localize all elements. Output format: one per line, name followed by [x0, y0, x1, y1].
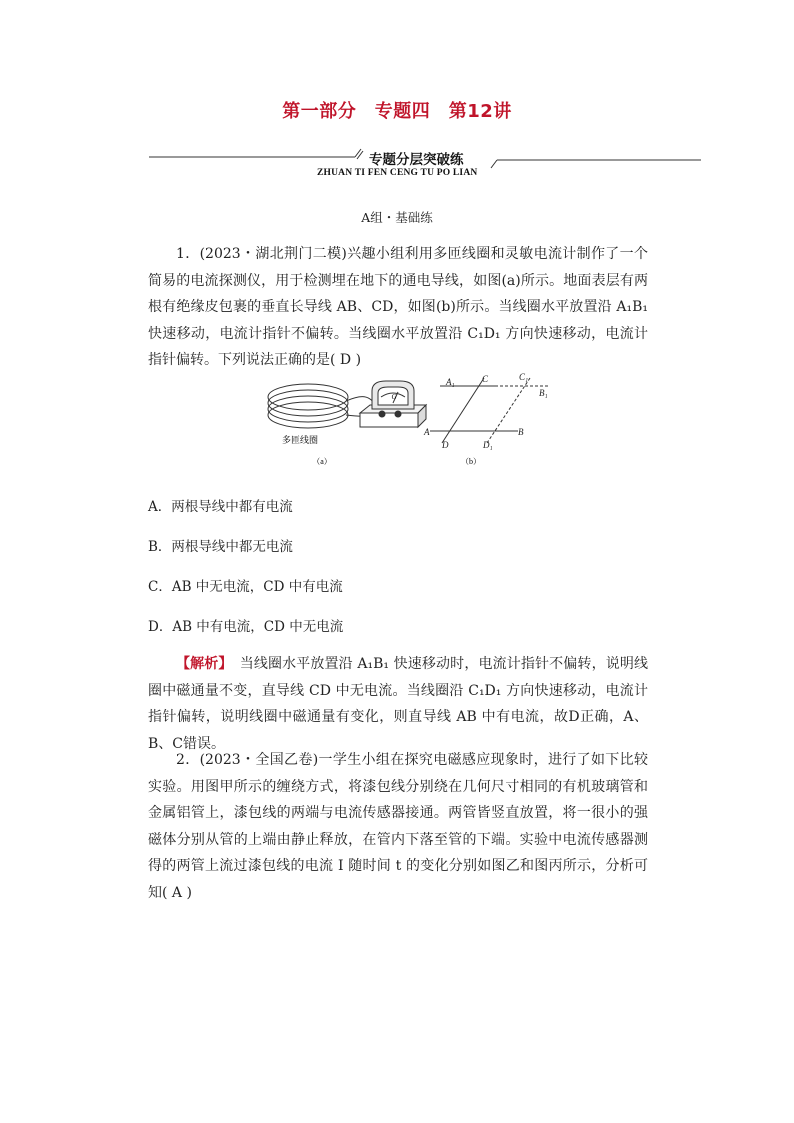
analysis-paragraph	[148, 651, 648, 757]
point-B: B	[518, 427, 524, 437]
point-B1: B₁	[539, 388, 548, 398]
point-A: A	[424, 427, 430, 437]
point-C1: C₁	[519, 372, 529, 382]
point-D1: D₁	[483, 440, 493, 450]
question-1-figure	[260, 365, 560, 473]
point-A1: A₁	[446, 377, 455, 387]
point-C: C	[482, 374, 489, 384]
question-1-stem: 1．(2023・湖北荆门二模)兴趣小组利用多匝线圈和灵敏电流计制作了一个简易的电流探测仪，用于检测埋在地下的通电导线，如图(a)所示。地面表层有两根有绝缘皮包裹的垂直长导线 AB、CD，如图(b)所示。当线圈水平放置沿 A₁B₁ 快速移动，电流计指针不偏转。当线圈水平放置沿 C₁D₁ 方向快速移动，电流计指针偏转。下列说法正确的是( D )	[148, 246, 648, 368]
option-b: B．两根导线中都无电流	[148, 539, 293, 555]
meter-label: G	[391, 393, 397, 401]
analysis-label: 【解析】	[176, 656, 226, 672]
option-c: C．AB 中无电流，CD 中有电流	[148, 579, 343, 595]
banner-title: 专题分层突破练	[369, 152, 464, 168]
analysis-text: 当线圈水平放置沿 A₁B₁ 快速移动时，电流计指针不偏转，说明线圈中磁通量不变，直导线 CD 中无电流。当线圈沿 C₁D₁ 方向快速移动，电流计指针偏转，说明线圈中磁通量有变化，则直导线 AB 中有电流，故D正确，A、B、C错误。	[148, 656, 648, 752]
option-d: D．AB 中有电流，CD 中无电流	[148, 619, 344, 635]
wire-diagram	[430, 378, 550, 443]
caption-b: （b）	[461, 457, 481, 466]
option-a: A．两根导线中都有电流	[148, 499, 293, 515]
caption-a: （a）	[312, 457, 332, 466]
galvanometer-icon	[360, 381, 426, 427]
group-label: A组・基础练	[361, 210, 433, 225]
page-title: 第一部分 专题四 第12讲	[282, 101, 512, 122]
banner-subtitle: ZHUAN TI FEN CENG TU PO LIAN	[317, 168, 478, 178]
point-D: D	[442, 440, 449, 450]
coil-label: 多匝线圈	[282, 435, 319, 445]
question-2-stem: 2．(2023・全国乙卷)一学生小组在探究电磁感应现象时，进行了如下比较实验。用图甲所示的缠绕方式，将漆包线分别绕在几何尺寸相同的有机玻璃管和金属铝管上，漆包线的两端与电流传感器接通。两管皆竖直放置，将一很小的强磁体分别从管的上端由静止释放，在管内下落至管的下端。实验中电流传感器测得的两管上流过漆包线的电流 I 随时间 t 的变化分别如图乙和图丙所示，分析可知( A )	[148, 752, 648, 901]
